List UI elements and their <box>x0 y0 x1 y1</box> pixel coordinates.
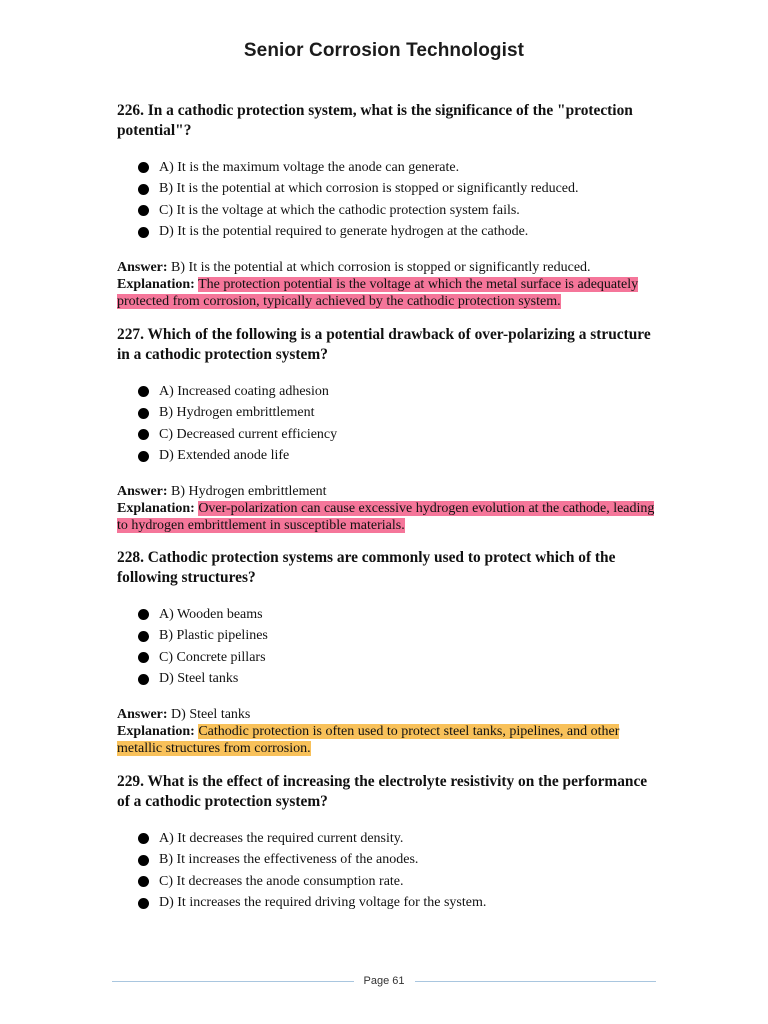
option-item <box>117 179 657 201</box>
bullet-icon <box>138 184 149 195</box>
explanation-text: Over-polarization can cause excessive hydrogen evolution at the cathode, leading to hydrogen embrittlement in susceptible materials. <box>117 501 655 533</box>
bullet-icon <box>138 227 149 238</box>
option-item <box>117 626 657 648</box>
bullet-icon <box>138 631 149 642</box>
question-block <box>117 325 657 534</box>
option-list <box>117 381 657 467</box>
option-item <box>117 381 657 403</box>
answer-block <box>117 259 657 310</box>
explanation-line <box>117 723 657 757</box>
explanation-label: Explanation: <box>117 277 195 292</box>
option-text: C) It is the voltage at which the cathodic protection system fails. <box>159 202 520 218</box>
footer-divider <box>415 981 657 982</box>
option-item <box>117 446 657 468</box>
option-item <box>117 222 657 244</box>
question-text: 227. Which of the following is a potential drawback of over-polarizing a structure in a cathodic protection system? <box>117 326 651 363</box>
question-text: 228. Cathodic protection systems are commonly used to protect which of the following structures? <box>117 549 616 586</box>
answer-block <box>117 706 657 757</box>
option-item <box>117 157 657 179</box>
option-text: B) It increases the effectiveness of the anodes. <box>159 852 419 868</box>
explanation-label: Explanation: <box>117 501 195 516</box>
option-text: D) It increases the required driving voltage for the system. <box>159 895 487 911</box>
bullet-icon <box>138 451 149 462</box>
answer-text: B) Hydrogen embrittlement <box>171 484 327 499</box>
option-item <box>117 871 657 893</box>
question-block <box>117 548 657 757</box>
answer-line <box>117 259 657 276</box>
option-text: A) Increased coating adhesion <box>159 383 329 399</box>
answer-line <box>117 483 657 500</box>
explanation-label: Explanation: <box>117 724 195 739</box>
explanation-text: Cathodic protection is often used to protect steel tanks, pipelines, and other metallic structures from corrosion. <box>117 724 620 756</box>
option-item <box>117 850 657 872</box>
page-number: Page 61 <box>363 975 405 987</box>
option-item <box>117 647 657 669</box>
option-item <box>117 669 657 691</box>
question-text: 229. What is the effect of increasing the electrolyte resistivity on the performance of a cathodic protection system? <box>117 773 648 810</box>
option-text: A) It decreases the required current density. <box>159 830 404 846</box>
question-text: 226. In a cathodic protection system, what is the significance of the "protection potential"? <box>117 102 633 139</box>
option-item <box>117 893 657 915</box>
bullet-icon <box>138 876 149 887</box>
option-item <box>117 604 657 626</box>
bullet-icon <box>138 833 149 844</box>
page-title: Senior Corrosion Technologist <box>243 40 525 61</box>
answer-label: Answer: <box>117 260 168 275</box>
bullet-icon <box>138 429 149 440</box>
answer-text: D) Steel tanks <box>171 707 251 722</box>
option-item <box>117 403 657 425</box>
answer-text: B) It is the potential at which corrosion is stopped or significantly reduced. <box>171 260 591 275</box>
explanation-line <box>117 276 657 310</box>
bullet-icon <box>138 162 149 173</box>
page-footer <box>112 972 656 990</box>
question-block <box>117 772 657 914</box>
option-list <box>117 604 657 690</box>
explanation-line <box>117 500 657 534</box>
bullet-icon <box>138 408 149 419</box>
option-text: A) It is the maximum voltage the anode can generate. <box>159 159 460 175</box>
option-text: B) Plastic pipelines <box>159 628 268 644</box>
option-item <box>117 424 657 446</box>
bullet-icon <box>138 652 149 663</box>
option-text: D) Steel tanks <box>159 671 239 687</box>
option-text: A) Wooden beams <box>159 606 263 622</box>
bullet-icon <box>138 898 149 909</box>
option-item <box>117 828 657 850</box>
answer-label: Answer: <box>117 707 168 722</box>
footer-divider <box>112 981 354 982</box>
question-block <box>117 101 657 310</box>
answer-label: Answer: <box>117 484 168 499</box>
option-text: D) Extended anode life <box>159 448 290 464</box>
option-item <box>117 200 657 222</box>
bullet-icon <box>138 609 149 620</box>
explanation-text: The protection potential is the voltage at which the metal surface is adequately protected from corrosion, typically achieved by the cathodic protection system. <box>117 277 639 309</box>
bullet-icon <box>138 205 149 216</box>
answer-block <box>117 483 657 534</box>
option-text: B) Hydrogen embrittlement <box>159 405 315 421</box>
bullet-icon <box>138 674 149 685</box>
bullet-icon <box>138 386 149 397</box>
option-text: C) Concrete pillars <box>159 649 266 665</box>
option-text: C) It decreases the anode consumption rate. <box>159 873 404 889</box>
option-text: B) It is the potential at which corrosion is stopped or significantly reduced. <box>159 181 579 197</box>
option-text: C) Decreased current efficiency <box>159 426 338 442</box>
answer-line <box>117 706 657 723</box>
option-list <box>117 157 657 243</box>
bullet-icon <box>138 855 149 866</box>
option-text: D) It is the potential required to generate hydrogen at the cathode. <box>159 224 529 240</box>
option-list <box>117 828 657 914</box>
